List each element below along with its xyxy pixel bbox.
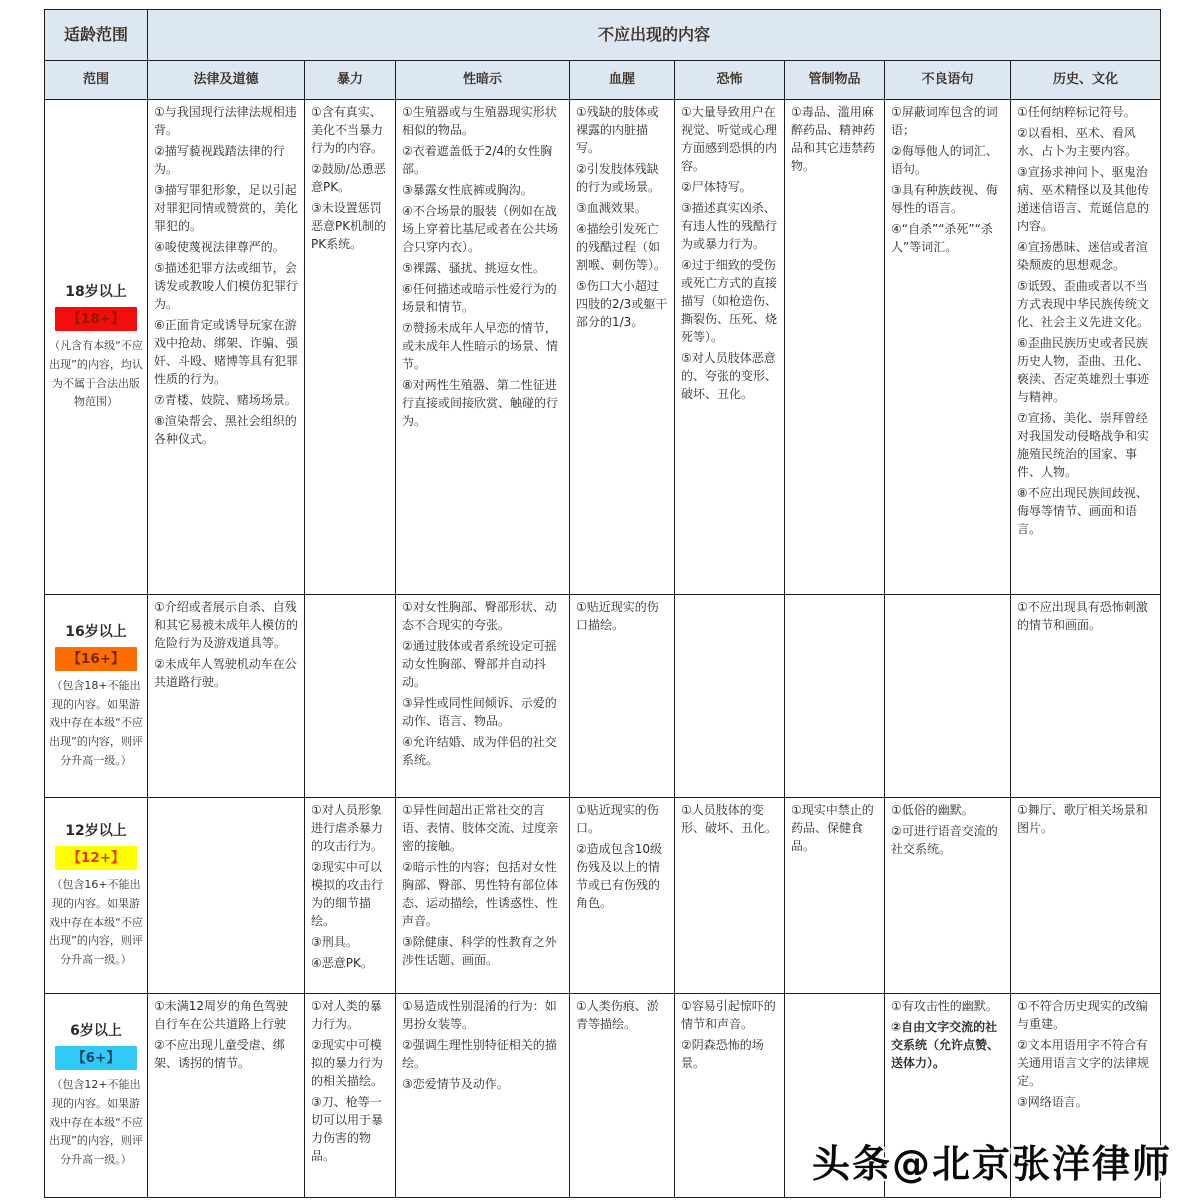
content-item: ①异性间超出正常社交的言语、表情、肢体交流、过度亲密的接触。 [402, 803, 559, 853]
content-item: ②描写藐视践踏法律的行为。 [154, 144, 285, 176]
content-item: ③异性或同性间倾诉、示爱的动作、语言、物品。 [402, 696, 557, 728]
content-item: ⑧不应出现民族间歧视、侮辱等情节、画面和语言。 [1017, 486, 1148, 536]
content-item: ⑥歪曲民族历史或者民族历史人物，歪曲、丑化、亵渎、否定英雄烈士事迹与精神。 [1017, 336, 1150, 404]
cell-violence [305, 798, 396, 994]
age-note: （凡含有本级“不应出现”的内容，均认为不属于合法出版物范围） [49, 339, 143, 409]
content-item: ④恶意PK。 [311, 956, 373, 970]
content-item: ④“自杀”“杀死”“杀人”等词汇。 [891, 222, 993, 254]
content-item: ②自由文字交流的社交系统（允许点赞、送体力）。 [891, 1020, 1000, 1070]
content-item: ⑦青楼、妓院、赌场场景。 [154, 393, 297, 407]
cell-law [148, 595, 305, 798]
cell-horror [675, 595, 785, 798]
cell-sexual [396, 994, 570, 1198]
content-item: ①屏蔽词库包含的词语； [891, 105, 998, 137]
cell-controlled [785, 595, 885, 798]
content-item: ①贴近现实的伤口描绘。 [576, 600, 659, 632]
content-item: ②文本用语用字不符合有关通用语言文字的法律规定。 [1017, 1038, 1150, 1088]
content-item: ③刀、枪等一切可以用于暴力伤害的物品。 [311, 1095, 384, 1163]
content-item: ①对人员形象进行虐杀暴力的攻击行为。 [311, 803, 384, 853]
content-item: ①对人类的暴力行为。 [311, 999, 382, 1031]
table-row [45, 100, 1161, 595]
content-item: ⑥任何描述或暗示性爱行为的场景和情节。 [402, 282, 557, 314]
content-item: ①易造成性别混淆的行为：如男扮女装等。 [402, 999, 557, 1031]
forbidden-content-header: 不应出现的内容 [148, 10, 1161, 61]
content-item: ③刑具。 [311, 935, 358, 949]
content-item: ⑦赞扬未成年人早恋的情节，或未成年人性暗示的场景、情节。 [402, 321, 559, 371]
content-item: ②暗示性的内容；包括对女性胸部、臀部、男性特有部位体态、运动描绘，性诱惑性、性声音。 [402, 860, 559, 928]
age-rating-table-wrap [44, 9, 1161, 1198]
content-item: ⑤诋毁、歪曲或者以不当方式表现中华民族传统文化、社会主义先进文化。 [1017, 279, 1150, 329]
age-label: 6岁以上 [70, 1023, 122, 1040]
content-item: ④过于细致的受伤或死亡方式的直接描写（如枪造伤、撕裂伤、压死、烧死等）。 [681, 258, 778, 344]
content-item: ③暴露女性底裤或胸沟。 [402, 183, 533, 197]
content-item: ②阴森恐怖的场景。 [681, 1038, 764, 1070]
content-item: ②以看相、巫术、看风水、占卜为主要内容。 [1017, 126, 1138, 158]
cell-badlang [885, 100, 1011, 595]
cell-gore [570, 100, 675, 595]
col-header-badlang: 不良语句 [885, 61, 1011, 100]
table-title-row [45, 10, 1161, 61]
col-header-controlled: 管制物品 [785, 61, 885, 100]
content-item: ②引发肢体残缺的行为或场景。 [576, 162, 661, 194]
age-range-cell [45, 595, 148, 798]
col-header-horror: 恐怖 [675, 61, 785, 100]
content-item: ⑦宣扬、美化、崇拜曾经对我国发动侵略战争和实施殖民统治的国家、事件、人物。 [1017, 411, 1150, 479]
watermark [812, 1133, 1172, 1188]
age-label: 12岁以上 [65, 823, 127, 840]
content-item: ④不合场景的服装（例如在战场上穿着比基尼或者在公共场合只穿内衣）。 [402, 204, 559, 254]
content-item: ①贴近现实的伤口。 [576, 803, 659, 835]
cell-sexual [396, 595, 570, 798]
age-label: 16岁以上 [65, 623, 127, 640]
age-range-cell [45, 798, 148, 994]
cell-violence [305, 994, 396, 1198]
content-item: ③描述真实凶杀、有违人性的残酷行为或暴力行为。 [681, 201, 778, 251]
cell-badlang [885, 798, 1011, 994]
content-item: ③恋爱情节及动作。 [402, 1077, 509, 1091]
table-row [45, 798, 1161, 994]
content-item: ③宣扬求神问卜、驱鬼治病、巫术精怪以及其他传递迷信语言、荒诞信息的内容。 [1017, 165, 1150, 233]
content-item: ②可进行语音交流的社交系统。 [891, 824, 998, 856]
content-item: ②未成年人驾驶机动车在公共道路行驶。 [154, 657, 297, 689]
content-item: ②侮辱他人的词汇、语句。 [891, 144, 998, 176]
content-item: ⑧渲染帮会、黑社会组织的各种仪式。 [154, 414, 297, 446]
content-item: ②现实中可以模拟的攻击行为的细节描绘。 [311, 860, 384, 928]
col-header-law: 法律及道德 [148, 61, 305, 100]
content-item: ①人员肢体的变形、破坏、丑化。 [681, 803, 778, 835]
content-item: ②造成包含10级伤残及以上的情节或已有伤残的角色。 [576, 842, 663, 910]
content-item: ②强调生理性别特征相关的描绘。 [402, 1038, 557, 1070]
content-item: ④允许结婚、成为伴侣的社交系统。 [402, 735, 557, 767]
cell-history [1011, 100, 1161, 595]
age-badge: 【16+】 [55, 647, 138, 671]
content-item: ③网络语言。 [1017, 1095, 1088, 1109]
col-header-sexual: 性暗示 [396, 61, 570, 100]
content-item: ③描写罪犯形象，足以引起对罪犯同情或赞赏的，美化罪犯的。 [154, 183, 298, 233]
content-item: ②鼓励/怂恿恶意PK。 [311, 162, 386, 194]
watermark-handle: @北京张洋律师 [891, 1142, 1172, 1186]
content-item: ②不应出现儿童受虐、绑架、诱拐的情节。 [154, 1038, 285, 1070]
col-header-history: 历史、文化 [1011, 61, 1161, 100]
cell-violence [305, 100, 396, 595]
content-item: ①与我国现行法律法规相违背。 [154, 105, 297, 137]
cell-horror [675, 798, 785, 994]
content-item: ⑧对两性生殖器、第二性征进行直接或间接欣赏、触碰的行为。 [402, 378, 559, 428]
age-range-cell [45, 994, 148, 1198]
content-item: ①舞厅、歌厅相关场景和图片。 [1017, 803, 1148, 835]
col-header-violence: 暴力 [305, 61, 396, 100]
content-item: ①容易引起惊吓的情节和声音。 [681, 999, 776, 1031]
col-header-gore: 血腥 [570, 61, 675, 100]
cell-badlang [885, 595, 1011, 798]
age-range-cell [45, 100, 148, 595]
age-note: （包含12+不能出现的内容。如果游戏中存在本级“不应出现”的内容，则评分升高一级。） [49, 1078, 143, 1167]
cell-law [148, 100, 305, 595]
cell-horror [675, 100, 785, 595]
content-item: ①残缺的肢体或裸露的内脏描写。 [576, 105, 659, 155]
watermark-brand: 头条 [811, 1142, 892, 1186]
content-item: ⑤描述犯罪方法或细节，会诱发或教唆人们模仿犯罪行为。 [154, 261, 298, 311]
age-badge: 【12+】 [55, 846, 138, 870]
cell-sexual [396, 100, 570, 595]
content-item: ①低俗的幽默。 [891, 803, 974, 817]
content-item: ①介绍或者展示自杀、自残和其它易被未成年人模仿的危险行为及游戏道具等。 [154, 600, 298, 650]
age-badge: 【18+】 [55, 307, 138, 331]
age-note: （包含18+不能出现的内容。如果游戏中存在本级“不应出现”的内容，则评分升高一级。） [49, 678, 143, 767]
table-row [45, 595, 1161, 798]
content-item: ①毒品、滥用麻醉药品、精神药品和其它违禁药物。 [791, 105, 876, 173]
content-item: ⑤裸露、骚扰、挑逗女性。 [402, 261, 545, 275]
content-item: ⑤伤口大小超过四肢的2/3或躯干部分的1/3。 [576, 279, 668, 329]
content-item: ①现实中禁止的药品、保健食品。 [791, 803, 874, 853]
cell-law [148, 798, 305, 994]
cell-gore [570, 798, 675, 994]
cell-history [1011, 798, 1161, 994]
cell-history [1011, 595, 1161, 798]
cell-horror [675, 994, 785, 1198]
cell-violence [305, 595, 396, 798]
cell-law [148, 994, 305, 1198]
content-item: ③血溅效果。 [576, 201, 647, 215]
table-body [45, 100, 1161, 1198]
content-item: ①人类伤痕、淤青等描绘。 [576, 999, 659, 1031]
content-item: ①含有真实、美化不当暴力行为的内容。 [311, 105, 384, 155]
cell-controlled [785, 100, 885, 595]
column-header-row [45, 61, 1161, 100]
cell-controlled [785, 798, 885, 994]
content-item: ①大量导致用户在视觉、听觉或心理方面感到恐惧的内容。 [681, 105, 778, 173]
content-item: ①不符合历史现实的改编与重建。 [1017, 999, 1148, 1031]
content-item: ①有攻击性的幽默。 [891, 999, 998, 1013]
content-item: ②尸体特写。 [681, 180, 752, 194]
content-item: ②衣着遮盖低于2/4的女性胸部。 [402, 144, 553, 176]
cell-sexual [396, 798, 570, 994]
content-item: ③具有种族歧视、侮辱性的语言。 [891, 183, 998, 215]
content-item: ④唆使蔑视法律尊严的。 [154, 240, 285, 254]
age-label: 18岁以上 [65, 284, 127, 300]
content-item: ④描绘引发死亡的残酷过程（如割喉、刺伤等）。 [576, 222, 667, 272]
cell-gore [570, 595, 675, 798]
cell-gore [570, 994, 675, 1198]
content-item: ①不应出现具有恐怖刺激的情节和画面。 [1017, 600, 1148, 632]
content-item: ①对女性胸部、臀部形状、动态不合现实的夸张。 [402, 600, 557, 632]
content-item: ⑤对人员肢体恶意的、夸张的变形、破坏、丑化。 [681, 351, 778, 401]
content-item: ③除健康、科学的性教育之外涉性话题、画面。 [402, 935, 557, 967]
content-item: ③未设置惩罚恶意PK机制的PK系统。 [311, 201, 387, 251]
content-item: ②现实中可模拟的暴力行为的相关描绘。 [311, 1038, 384, 1088]
age-note: （包含16+不能出现的内容。如果游戏中存在本级“不应出现”的内容，则评分升高一级。） [49, 878, 143, 967]
age-badge: 【6+】 [55, 1046, 138, 1070]
col-header-range: 范围 [45, 61, 148, 100]
content-item: ①任何纳粹标记符号。 [1017, 105, 1136, 119]
age-rating-table [44, 9, 1161, 1198]
content-item: ④宣扬愚昧、迷信或者渲染颓废的思想观念。 [1017, 240, 1148, 272]
content-item: ①生殖器或与生殖器现实形状相似的物品。 [402, 105, 557, 137]
content-item: ②通过肢体或者系统设定可摇动女性胸部、臀部并自动抖动。 [402, 639, 557, 689]
age-range-header: 适龄范围 [45, 10, 148, 61]
content-item: ①未满12周岁的角色驾驶自行车在公共道路上行驶 [154, 999, 289, 1031]
content-item: ⑥正面肯定或诱导玩家在游戏中抢劫、绑架、诈骗、强奸、斗殴、赌博等具有犯罪性质的行为。 [154, 318, 298, 386]
